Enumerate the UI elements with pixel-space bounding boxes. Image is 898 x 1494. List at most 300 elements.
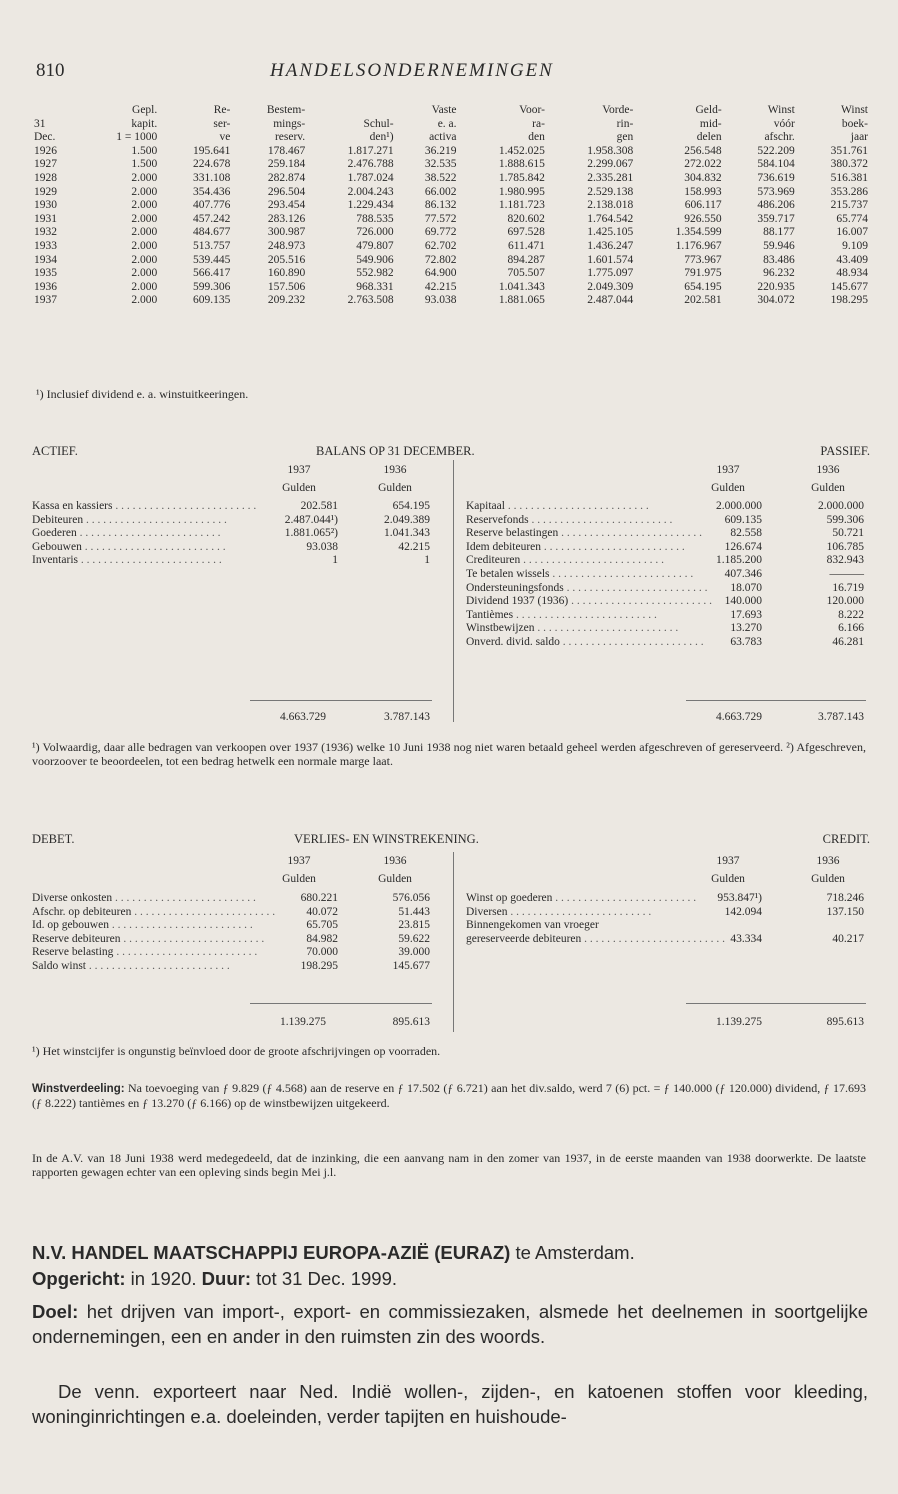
column-header-line: Winst — [767, 104, 795, 116]
column-header-line: afschr. — [764, 131, 795, 144]
table-cell: 1929 — [34, 185, 57, 198]
ledger-label-text: Reservefonds — [466, 513, 529, 526]
table-row — [32, 172, 870, 186]
pl-left-year-header — [262, 855, 432, 886]
stats-footnote: ¹) Inclusief dividend e. a. winstuitkeeringen. — [36, 387, 249, 401]
table-cell: 220.935 — [757, 280, 795, 293]
table-cell: 1.500 — [131, 158, 158, 171]
ledger-row — [466, 527, 866, 541]
debet-list — [32, 892, 432, 974]
company-dates — [32, 1267, 868, 1292]
table-cell: 157.506 — [267, 280, 306, 293]
table-cell: 2.487.044 — [587, 294, 634, 307]
value-1936: 40.217 — [832, 932, 864, 945]
column-header-line: Vorde- — [602, 104, 634, 116]
value-1937: 126.674 — [724, 540, 762, 553]
table-cell: 2.299.067 — [587, 158, 634, 171]
table-row — [32, 226, 870, 240]
table-cell: 198.295 — [830, 294, 868, 307]
table-cell: 69.772 — [424, 226, 457, 239]
table-cell: 59.946 — [763, 239, 795, 252]
unit-label: Gulden — [378, 481, 412, 494]
table-cell: 2.000 — [131, 267, 158, 280]
total-1937: 1.139.275 — [716, 1016, 762, 1028]
table-cell: 513.757 — [193, 239, 231, 252]
ledger-label — [466, 540, 685, 555]
table-cell: 2.000 — [131, 239, 158, 252]
value-1937: 84.982 — [306, 932, 338, 945]
table-cell: 2.529.138 — [587, 185, 634, 198]
table-cell: 32.535 — [424, 158, 457, 171]
value-1937: 198.295 — [300, 959, 338, 972]
column-header-line: den¹) — [369, 131, 394, 144]
value-1936: 8.222 — [838, 608, 864, 621]
column-header-line: ve — [219, 131, 231, 144]
table-cell: 736.619 — [757, 171, 795, 184]
value-1937: 609.135 — [724, 513, 762, 526]
value-1937: 40.072 — [306, 905, 338, 918]
value-1937: 43.334 — [730, 932, 762, 945]
year-1936: 1936 — [383, 855, 407, 867]
table-row — [32, 158, 870, 172]
value-1937: 953.847¹) — [717, 892, 762, 904]
column-divider — [453, 460, 454, 722]
value-1937: 13.270 — [730, 622, 762, 635]
value-1937: 680.221 — [300, 892, 338, 904]
ledger-row — [32, 541, 432, 555]
value-1936: 576.056 — [392, 892, 430, 904]
value-1936: 106.785 — [826, 540, 864, 553]
ledger-label-text: Ondersteuningsfonds — [466, 581, 564, 594]
table-row — [32, 281, 870, 295]
column-header-line: den — [528, 131, 545, 144]
ledger-row — [32, 946, 432, 960]
value-1937: 1.881.065²) — [284, 527, 338, 540]
table-cell: 215.737 — [830, 199, 868, 212]
financial-history-table — [32, 104, 870, 308]
table-cell: 1.958.308 — [587, 144, 634, 157]
table-cell: 522.209 — [757, 144, 795, 157]
table-cell: 2.000 — [131, 294, 158, 307]
ledger-row — [466, 906, 866, 920]
value-1937: 140.000 — [724, 595, 762, 608]
year-1936: 1936 — [383, 464, 407, 476]
ledger-label — [32, 500, 257, 514]
ledger-row — [32, 892, 432, 906]
value-1936: 718.246 — [826, 892, 864, 904]
value-1937: 82.558 — [730, 527, 762, 540]
table-cell: 83.486 — [763, 253, 795, 266]
table-cell: 224.678 — [193, 158, 231, 171]
total-1936: 3.787.143 — [384, 711, 430, 723]
total-rule — [250, 1003, 432, 1004]
table-cell: 2.000 — [131, 253, 158, 266]
leader-dots: . . . . . . . . . . . . . . . . . . . . . . . . . — [83, 513, 227, 526]
total-rule — [250, 700, 432, 701]
ledger-label-text: Binnengekomen van vroeger — [466, 919, 599, 932]
year-1937: 1937 — [287, 464, 311, 476]
ledger-label — [466, 906, 681, 920]
passief-list — [466, 500, 866, 650]
ledger-label-text: Winstbewijzen — [466, 622, 535, 635]
table-cell: 145.677 — [830, 280, 868, 293]
table-cell: 457.242 — [193, 212, 231, 225]
ledger-label-text: Kassa en kassiers — [32, 500, 113, 512]
leader-dots: . . . . . . . . . . . . . . . . . . . . . . . . . — [86, 959, 230, 972]
ledger-label-text: Id. op gebouwen — [32, 919, 109, 932]
total-1936: 895.613 — [826, 1016, 864, 1028]
ledger-label — [32, 946, 258, 960]
column-header-line: Bestem- — [266, 104, 306, 116]
column-header-line: boek- — [841, 117, 868, 130]
table-cell: 599.306 — [193, 280, 231, 293]
ledger-label — [466, 514, 676, 528]
balance-title: BALANS OP 31 DECEMBER. — [316, 444, 475, 458]
value-1936: 120.000 — [826, 595, 864, 608]
value-1936: 50.721 — [832, 527, 864, 540]
ledger-label-text: Gebouwen — [32, 540, 82, 553]
ledger-label-text: Inventaris — [32, 554, 78, 567]
actief-total — [250, 711, 432, 725]
column-header-line: vóór — [773, 117, 795, 130]
ledger-label-text: Kapitaal — [466, 500, 505, 512]
unit-label: Gulden — [711, 481, 745, 494]
table-cell: 926.550 — [684, 212, 722, 225]
table-cell: 1930 — [34, 199, 57, 212]
passief-total — [686, 711, 866, 725]
total-1937: 4.663.729 — [716, 711, 762, 723]
column-header-line: 1 = 1000 — [116, 131, 158, 144]
table-cell: 72.802 — [424, 253, 457, 266]
ledger-label — [466, 567, 694, 582]
table-cell: 64.900 — [424, 267, 457, 280]
pl-footnote: ¹) Het winstcijfer is ongunstig beïnvloed door de groote afschrijvingen op voorraden. — [32, 1044, 441, 1058]
ledger-label — [32, 892, 256, 906]
table-cell: 1927 — [34, 158, 57, 171]
column-header — [32, 104, 80, 145]
doel-text: het drijven van import-, export- en commissiezaken, alsmede het deelnemen in soortgelijke ondernemingen, een en ander in den ruimsten zin des woords. — [32, 1301, 868, 1347]
unit-label: Gulden — [811, 872, 845, 885]
table-header-row — [32, 104, 870, 145]
column-header-line: mings- — [273, 117, 306, 130]
table-cell: 697.528 — [507, 226, 545, 239]
ledger-label — [466, 635, 704, 650]
leader-dots: . . . . . . . . . . . . . . . . . . . . . . . . . — [76, 527, 221, 540]
value-1936: 6.166 — [838, 622, 864, 635]
total-1937: 1.139.275 — [280, 1016, 326, 1028]
value-1936: 51.443 — [398, 905, 430, 918]
table-cell: 479.807 — [356, 239, 394, 252]
table-cell: 788.535 — [356, 212, 394, 225]
table-cell: 65.774 — [836, 212, 868, 225]
column-header-line: Geld- — [695, 104, 722, 116]
column-header-line: reserv. — [274, 131, 306, 144]
value-1937: 202.581 — [300, 500, 338, 512]
actief-heading: ACTIEF. — [32, 444, 78, 458]
table-cell: 773.967 — [684, 253, 722, 266]
column-header — [159, 104, 232, 145]
ledger-label-text: Goederen — [32, 527, 77, 540]
ledger-label-text: Debiteuren — [32, 513, 84, 526]
value-1937: 407.346 — [724, 567, 762, 580]
ledger-label — [32, 554, 242, 568]
value-1936: 145.677 — [392, 959, 430, 972]
column-header-line: Vaste — [431, 104, 457, 116]
value-1936: 2.000.000 — [818, 500, 864, 512]
table-cell: 248.973 — [267, 239, 306, 252]
value-1936: 137.150 — [826, 905, 864, 918]
balance-left-year-header — [262, 464, 432, 495]
table-cell: 1936 — [34, 280, 57, 293]
ledger-label-text: Te betalen wissels — [466, 567, 550, 580]
doel-label: Doel: — [32, 1301, 79, 1322]
value-1936: 1 — [424, 554, 430, 567]
table-cell: 1.229.434 — [347, 199, 394, 212]
unit-label: Gulden — [282, 481, 316, 494]
ledger-label — [32, 932, 265, 947]
column-header-line: ser- — [213, 117, 231, 130]
leader-dots: . . . . . . . . . . . . . . . . . . . . . . . . . — [552, 892, 697, 904]
value-1936: 42.215 — [398, 540, 430, 553]
ledger-row — [32, 960, 432, 974]
column-header-line: gen — [616, 131, 634, 144]
ledger-label-text: gereserveerde debiteuren — [466, 932, 582, 945]
table-row — [32, 267, 870, 281]
value-1937: 17.693 — [730, 608, 762, 621]
column-header-line: delen — [696, 131, 722, 144]
ledger-label — [32, 905, 276, 920]
table-cell: 36.219 — [424, 144, 457, 157]
table-cell: 2.004.243 — [347, 185, 394, 198]
column-header — [232, 104, 307, 145]
table-cell: 38.522 — [424, 171, 457, 184]
column-header-line: kapit. — [131, 117, 158, 130]
table-cell: 791.975 — [684, 267, 722, 280]
winstverdeeling-paragraph — [32, 1081, 866, 1110]
column-header — [547, 104, 635, 145]
company-name: N.V. HANDEL MAATSCHAPPIJ EUROPA-AZIË (EURAZ) — [32, 1242, 511, 1263]
table-row — [32, 240, 870, 254]
ledger-label — [466, 892, 697, 906]
column-header-line: e. a. — [437, 117, 457, 130]
column-header — [459, 104, 547, 145]
table-cell: 96.232 — [763, 267, 795, 280]
ledger-label — [466, 622, 679, 636]
column-header-line: 31 — [34, 117, 46, 130]
unit-label: Gulden — [378, 872, 412, 885]
ledger-row — [466, 933, 866, 947]
table-cell: 484.677 — [193, 226, 231, 239]
table-cell: 1937 — [34, 294, 57, 307]
ledger-row — [32, 514, 432, 528]
table-row — [32, 199, 870, 213]
ledger-label-text: Saldo winst — [32, 959, 86, 972]
ledger-label-text: Crediteuren — [466, 554, 521, 567]
column-header — [80, 104, 160, 145]
table-cell: 259.184 — [267, 158, 306, 171]
ledger-label — [466, 527, 703, 541]
table-cell: 2.000 — [131, 226, 158, 239]
table-cell: 202.581 — [684, 294, 722, 307]
table-cell: 486.206 — [757, 199, 795, 212]
column-divider — [453, 852, 454, 1032]
table-cell: 407.776 — [193, 199, 231, 212]
ledger-row — [466, 554, 866, 568]
table-cell: 300.987 — [267, 226, 306, 239]
table-cell: 178.467 — [267, 144, 306, 157]
total-rule — [686, 1003, 866, 1004]
table-cell: 1.881.065 — [498, 294, 545, 307]
table-cell: 351.761 — [830, 144, 868, 157]
leader-dots: . . . . . . . . . . . . . . . . . . . . . . . . . — [520, 554, 665, 567]
leader-dots: . . . . . . . . . . . . . . . . . . . . . . . . . — [108, 919, 253, 932]
table-cell: 894.287 — [507, 253, 545, 266]
table-cell: 43.409 — [836, 253, 868, 266]
table-cell: 1933 — [34, 239, 57, 252]
table-cell: 66.002 — [424, 185, 457, 198]
column-header-line: Schul- — [363, 117, 394, 130]
ledger-label-text: Afschr. op debiteuren — [32, 905, 132, 918]
balance-footnote: ¹) Volwaardig, daar alle bedragen van verkoopen over 1937 (1936) welke 10 Juni 1938 nog niet waren betaald geheel werden afgeschreven of gereserveerd. ²) Afgeschreven, voorzoover te beoordeelen, tot een bedrag hetwelk een normale marge laat. — [32, 740, 866, 768]
value-1937: 63.783 — [730, 635, 762, 648]
ledger-row — [466, 568, 866, 582]
table-cell: 1.980.995 — [498, 185, 545, 198]
ledger-row — [32, 554, 432, 568]
table-cell: 158.993 — [684, 185, 722, 198]
column-header — [307, 104, 395, 145]
value-1937: 18.070 — [730, 581, 762, 594]
ledger-row — [466, 582, 866, 596]
total-1936: 895.613 — [392, 1016, 430, 1028]
table-cell: 609.135 — [193, 294, 231, 307]
table-cell: 16.007 — [836, 226, 868, 239]
running-title: HANDELSONDERNEMINGEN — [270, 60, 554, 81]
table-cell: 1.425.105 — [587, 226, 634, 239]
value-1937: 70.000 — [306, 946, 338, 959]
ledger-row — [466, 500, 866, 514]
table-cell: 1.041.343 — [498, 280, 545, 293]
unit-label: Gulden — [711, 872, 745, 885]
ledger-label — [466, 500, 676, 514]
value-1937: 142.094 — [724, 905, 762, 918]
table-cell: 566.417 — [193, 267, 231, 280]
ledger-label — [466, 554, 676, 568]
av-paragraph: In de A.V. van 18 Juni 1938 werd medegedeeld, dat de inzinking, die een aanvang nam in den zomer van 1937, in de eerste maanden van 1938 doorwerkte. De laatste rapporten gewagen echter van een opleving sinds begin Mei j.l. — [32, 1151, 866, 1179]
duur-label: Duur: — [201, 1268, 251, 1289]
value-1936: 23.815 — [398, 919, 430, 932]
venn-paragraph: De venn. exporteert naar Ned. Indië wollen-, zijden-, en katoenen stoffen voor kleeding, woninginrichtingen e.a. doeleinden, verder tapijten en huishoude- — [32, 1381, 868, 1427]
value-1936: 654.195 — [392, 500, 430, 512]
credit-list — [466, 892, 866, 946]
table-cell: 354.436 — [193, 185, 231, 198]
winstverdeeling-text: Na toevoeging van ƒ 9.829 (ƒ 4.568) aan de reserve en ƒ 17.502 (ƒ 6.721) aan het div.saldo, werd 7 (6) pct. = ƒ 140.000 (ƒ 120.000) dividend, ƒ 17.693 (ƒ 8.222) tantièmes en ƒ 13.270 (ƒ 6.166) op de winstbewijzen uitgekeerd. — [32, 1081, 867, 1110]
opgericht-label: Opgericht: — [32, 1268, 126, 1289]
table-cell: 209.232 — [267, 294, 306, 307]
value-1936: 39.000 — [398, 946, 430, 959]
duur-value: tot 31 Dec. 1999. — [256, 1268, 398, 1289]
column-header-line: Voor- — [519, 104, 545, 116]
ledger-label — [466, 609, 676, 623]
debet-total — [250, 1016, 432, 1030]
column-header — [724, 104, 797, 145]
value-1936: ——— — [829, 567, 864, 580]
leader-dots: . . . . . . . . . . . . . . . . . . . . . . . . . — [120, 932, 265, 945]
ledger-row — [466, 595, 866, 609]
table-cell: 1.354.599 — [675, 226, 722, 239]
ledger-label — [466, 581, 708, 596]
column-header-line: Dec. — [34, 131, 56, 144]
table-cell: 304.072 — [757, 294, 795, 307]
value-1937: 2.000.000 — [716, 500, 762, 512]
table-cell: 93.038 — [424, 294, 457, 307]
unit-label: Gulden — [811, 481, 845, 494]
ledger-label-text: Tantièmes — [466, 608, 514, 621]
table-cell: 1.452.025 — [498, 144, 545, 157]
leader-dots: . . . . . . . . . . . . . . . . . . . . . . . . . — [131, 905, 276, 918]
leader-dots: . . . . . . . . . . . . . . . . . . . . . . . . . — [112, 892, 256, 904]
ledger-row — [466, 514, 866, 528]
table-cell: 88.177 — [763, 226, 795, 239]
ledger-label — [466, 919, 681, 933]
leader-dots: . . . . . . . . . . . . . . . . . . . . . . . . . — [507, 905, 652, 918]
ledger-row — [32, 933, 432, 947]
ledger-label — [32, 514, 242, 528]
column-header-line: Winst — [840, 104, 868, 116]
table-cell: 1.764.542 — [587, 212, 634, 225]
leader-dots: . . . . . . . . . . . . . . . . . . . . . . . . . — [112, 500, 257, 512]
value-1936: 1.041.343 — [384, 527, 430, 540]
table-cell: 1.601.574 — [587, 253, 634, 266]
table-cell: 1.436.247 — [587, 239, 634, 252]
ledger-label — [466, 932, 725, 947]
column-header-line: rin- — [616, 117, 634, 130]
leader-dots: . . . . . . . . . . . . . . . . . . . . . . . . . — [534, 622, 679, 635]
column-header-line: mid- — [699, 117, 722, 130]
table-cell: 539.445 — [193, 253, 231, 266]
ledger-label — [32, 541, 242, 555]
value-1937: 93.038 — [306, 540, 338, 553]
table-row — [32, 213, 870, 227]
table-cell: 293.454 — [267, 199, 306, 212]
leader-dots: . . . . . . . . . . . . . . . . . . . . . . . . . — [513, 608, 657, 621]
table-cell: 9.109 — [842, 239, 868, 252]
ledger-label — [466, 595, 712, 609]
column-header — [396, 104, 459, 145]
table-cell: 611.471 — [507, 239, 545, 252]
ledger-row — [32, 500, 432, 514]
table-cell: 1.787.024 — [347, 171, 394, 184]
table-cell: 62.702 — [424, 239, 457, 252]
year-1937: 1937 — [287, 855, 311, 867]
ledger-label-text: Reserve belastingen — [466, 527, 559, 540]
value-1936: 2.049.389 — [384, 513, 430, 526]
table-cell: 77.572 — [424, 212, 457, 225]
table-cell: 549.906 — [356, 253, 394, 266]
table-cell: 195.641 — [193, 144, 231, 157]
ledger-row — [466, 892, 866, 906]
table-cell: 2.000 — [131, 212, 158, 225]
column-header-line: jaar — [850, 131, 868, 144]
table-cell: 1935 — [34, 267, 57, 280]
total-rule — [686, 700, 866, 701]
table-cell: 2.335.281 — [587, 171, 634, 184]
column-header-line: activa — [429, 131, 457, 144]
leader-dots: . . . . . . . . . . . . . . . . . . . . . . . . . — [581, 932, 725, 945]
ledger-label-text: Reserve debiteuren — [32, 932, 121, 945]
table-cell: 1932 — [34, 226, 57, 239]
ledger-label-text: Diversen — [466, 905, 508, 918]
table-cell: 256.548 — [684, 144, 722, 157]
